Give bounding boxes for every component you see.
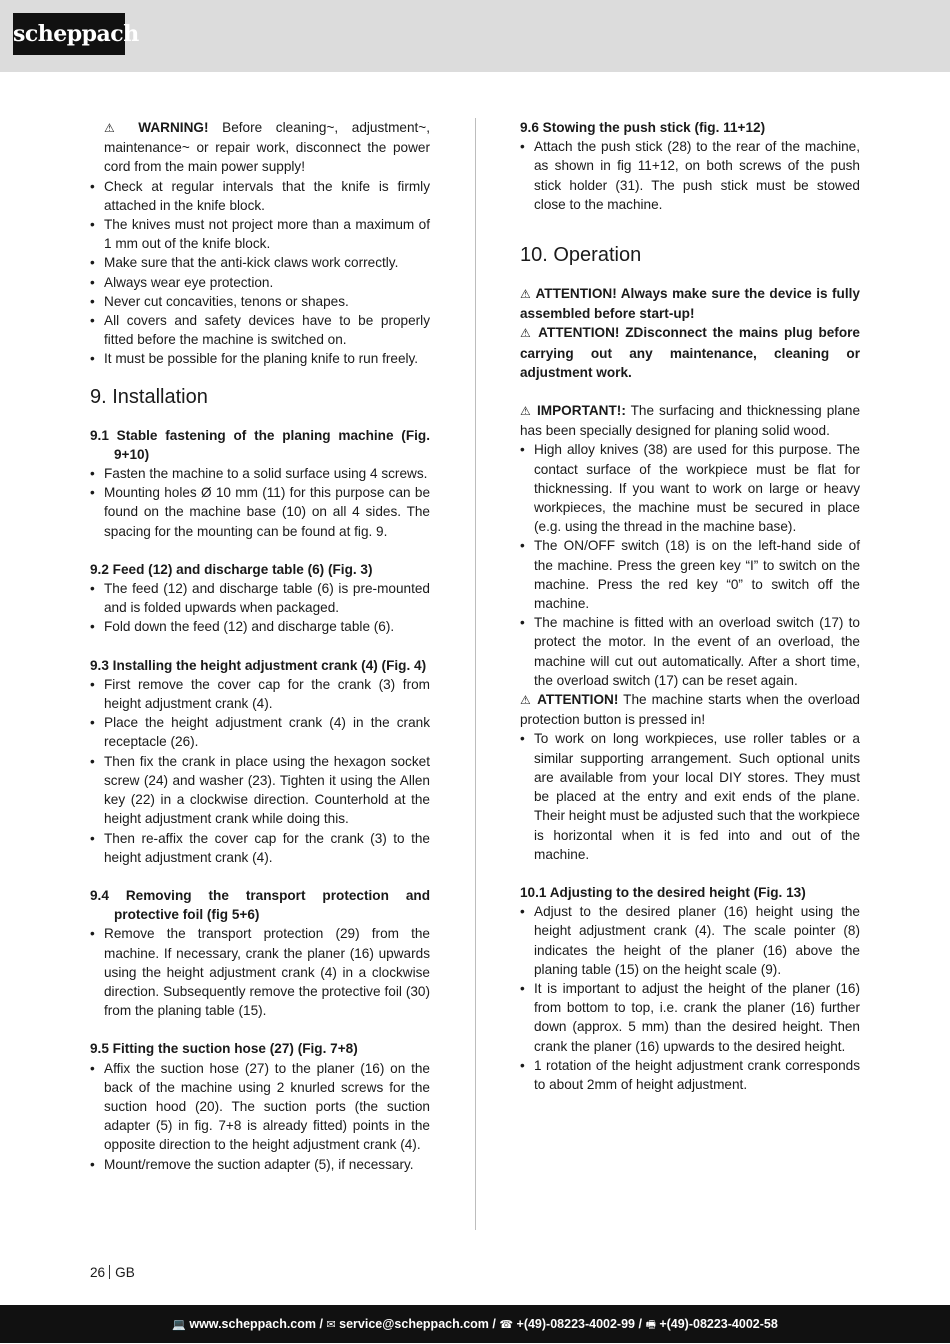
list-item: • The machine is fitted with an overload switch (17) to protect the motor. In the event of an overload, the machine will cut out automatically. After a short time, the overload switch (17) can be reset again.	[520, 613, 860, 690]
list-item: • Mounting holes Ø 10 mm (11) for this purpose can be found on the machine base (10) on all 4 sides. The spacing for the mounting can be found at fig. 9.	[90, 483, 430, 541]
email-icon: ✉	[326, 1318, 336, 1331]
email-link[interactable]: service@scheppach.com	[339, 1317, 489, 1331]
section-9-4-heading: 9.4 Removing the transport protection and protective foil (fig 5+6)	[90, 887, 430, 923]
left-column	[90, 118, 430, 1174]
website-link[interactable]: www.scheppach.com	[189, 1317, 317, 1331]
list-item: • Always wear eye protection.	[90, 273, 430, 292]
section-10-heading: 10. Operation	[520, 244, 642, 267]
list-item: • 1 rotation of the height adjustment crank corresponds to about 2mm of height adjustment.	[520, 1056, 860, 1094]
list-item: • Adjust to the desired planer (16) height using the height adjustment crank (4). The scale pointer (8) indicates the height of the planer (16) above the planing table (15) on the height scale (9).	[520, 902, 860, 979]
section-9-4-list	[90, 924, 430, 1020]
contact-footer-bar: 💻 www.scheppach.com / ✉ service@scheppach.com / ☎ +(49)-08223-4002-99 / 🖷 +(49)-08223-4002-58	[0, 1305, 950, 1343]
operation-list-2	[520, 729, 860, 863]
list-item: • Attach the push stick (28) to the rear of the machine, as shown in fig 11+12, on both screws of the push stick holder (31). The push stick must be stowed close to the machine.	[520, 137, 860, 214]
column-divider	[475, 118, 476, 1230]
attention-paragraph-3	[520, 690, 860, 729]
phone-icon: ☎	[499, 1318, 514, 1331]
attention-text-1: ATTENTION! Always make sure the device is fully assembled before start-up!	[520, 286, 860, 322]
section-9-5-heading: 9.5 Fitting the suction hose (27) (Fig. 7+8)	[90, 1041, 358, 1057]
scheppach-logo: scheppach	[13, 13, 125, 55]
attention-paragraph-1	[520, 284, 860, 323]
safety-list	[90, 177, 430, 369]
warning-paragraph	[90, 118, 430, 177]
list-item: • Fold down the feed (12) and discharge table (6).	[90, 617, 430, 636]
list-item: • First remove the cover cap for the crank (3) from height adjustment crank (4).	[90, 675, 430, 713]
list-item: • Affix the suction hose (27) to the planer (16) on the back of the machine using 2 knurled screws for the suction hood (20). The suction ports (the suction adapter (5) in fig. 7+8 is already fitted) points in the opposite direction to the height adjustment crank (4).	[90, 1059, 430, 1155]
warning-triangle-icon: ⚠	[520, 693, 533, 708]
warning-triangle-icon: ⚠	[520, 287, 532, 302]
important-paragraph	[520, 401, 860, 440]
warning-label: WARNING!	[138, 120, 209, 135]
important-label: IMPORTANT!:	[537, 403, 626, 419]
list-item: • To work on long workpieces, use roller tables or a similar supporting arrangement. Such optional units are available from your local DIY stores. They must be placed at the entry and exit ends of the plane. Their height must be adjusted such that the workpiece is horizontal when it is fed into and out of the machine.	[520, 729, 860, 863]
warning-triangle-icon: ⚠	[520, 404, 532, 419]
fax-icon: 🖷	[645, 1318, 656, 1331]
section-9-3-list	[90, 675, 430, 867]
attention-label-3: ATTENTION!	[537, 692, 619, 708]
section-9-3-heading: 9.3 Installing the height adjustment crank (4) (Fig. 4)	[90, 657, 427, 673]
list-item: • Fasten the machine to a solid surface using 4 screws.	[90, 464, 430, 483]
list-item: • Check at regular intervals that the knife is firmly attached in the knife block.	[90, 177, 430, 215]
section-9-1-heading: 9.1 Stable fastening of the planing machine (Fig. 9+10)	[90, 427, 430, 462]
language-code: GB	[115, 1265, 135, 1280]
section-9-1-list	[90, 464, 430, 541]
warning-text: Before cleaning~, adjustment~, maintenance~ or repair work, disconnect the power cord from the main power supply!	[104, 120, 431, 175]
attention-text-3: The machine starts when the overload protection button is pressed in!	[520, 692, 860, 728]
section-10-1-heading: 10.1 Adjusting to the desired height (Fig. 13)	[520, 884, 806, 900]
list-item: • The knives must not project more than a maximum of 1 mm out of the knife block.	[90, 215, 430, 253]
phone-number: +(49)-08223-4002-99	[516, 1317, 636, 1331]
page-number-footer	[90, 1265, 135, 1280]
list-item: • The ON/OFF switch (18) is on the left-hand side of the machine. Press the green key “I” to switch on the machine. Press the red key “0” to switch off the machine.	[520, 536, 860, 613]
important-text: The surfacing and thicknessing plane has been specially designed for planing solid wood.	[520, 403, 860, 439]
list-item: • Then fix the crank in place using the hexagon socket screw (24) and washer (23). Tighten it using the Allen key (22) in a clockwise direction. Counterhold at the height adjustment crank while doing this.	[90, 752, 430, 829]
section-9-heading: 9. Installation	[90, 385, 208, 408]
attention-paragraph-2	[520, 323, 860, 382]
list-item: • Mount/remove the suction adapter (5), if necessary.	[90, 1155, 430, 1174]
computer-icon: 💻	[172, 1318, 186, 1331]
operation-list	[520, 440, 860, 690]
list-item: • Make sure that the anti-kick claws work correctly.	[90, 253, 430, 272]
section-9-2-heading: 9.2 Feed (12) and discharge table (6) (Fig. 3)	[90, 561, 373, 577]
list-item: • It must be possible for the planing knife to run freely.	[90, 349, 430, 368]
right-column	[520, 118, 860, 1094]
list-item: • High alloy knives (38) are used for this purpose. The contact surface of the workpiece must be flat for thicknessing. If you want to work on large or heavy workpieces, the machine must be secured in place (e.g. using the thread in the machine base).	[520, 440, 860, 536]
page-number: 26	[90, 1265, 106, 1280]
footer-separator	[109, 1265, 110, 1279]
list-item: • Never cut concavities, tenons or shapes.	[90, 292, 430, 311]
list-item: • All covers and safety devices have to be properly fitted before the machine is switched on.	[90, 311, 430, 349]
section-9-2-list	[90, 579, 430, 637]
list-item: • Place the height adjustment crank (4) in the crank receptacle (26).	[90, 713, 430, 751]
list-item: • The feed (12) and discharge table (6) is pre-mounted and is folded upwards when packaged.	[90, 579, 430, 617]
top-header-bar	[0, 0, 950, 72]
section-9-6-list	[520, 137, 860, 214]
list-item: • It is important to adjust the height of the planer (16) from bottom to top, i.e. crank the planer (16) further down (approx. 5 mm) than the desired height. Then crank the planer (16) upwards to the desired height.	[520, 979, 860, 1056]
list-item: • Then re-affix the cover cap for the crank (3) to the height adjustment crank (4).	[90, 829, 430, 867]
warning-triangle-icon: ⚠	[104, 121, 125, 135]
fax-number: +(49)-08223-4002-58	[659, 1317, 778, 1331]
attention-text-2: ATTENTION! ZDisconnect the mains plug before carrying out any maintenance, cleaning or adjustment work.	[520, 325, 860, 380]
section-9-6-heading: 9.6 Stowing the push stick (fig. 11+12)	[520, 120, 766, 135]
section-9-5-list	[90, 1059, 430, 1174]
section-10-1-list	[520, 902, 860, 1094]
list-item: • Remove the transport protection (29) from the machine. If necessary, crank the planer (16) upwards using the height adjustment crank (4) in a clockwise direction. Subsequently remove the protective foil (30) from the planing table (15).	[90, 924, 430, 1020]
warning-triangle-icon: ⚠	[520, 326, 533, 341]
